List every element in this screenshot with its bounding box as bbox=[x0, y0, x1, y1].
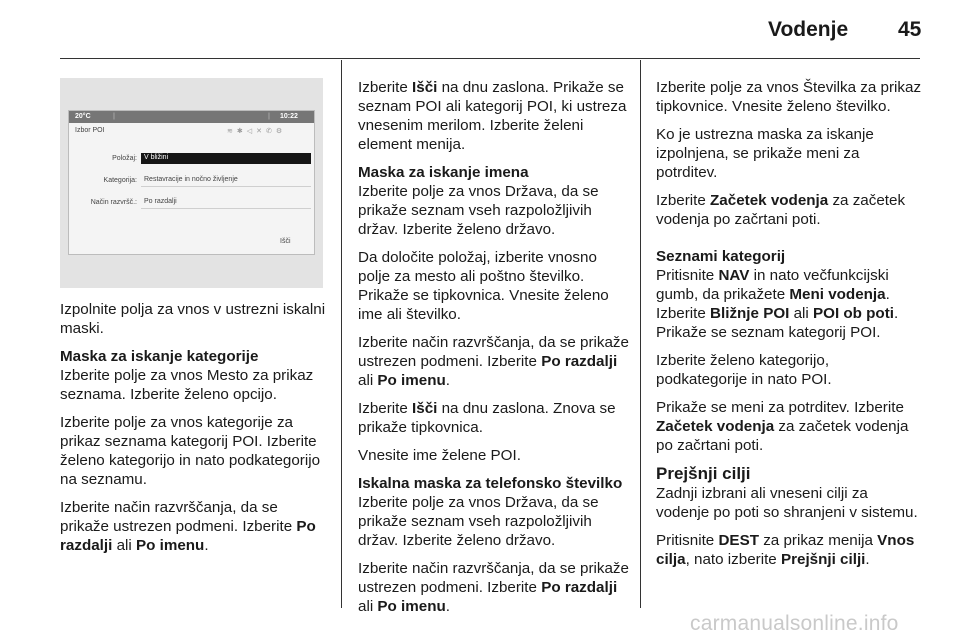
section-heading: Prejšnji cilji bbox=[656, 464, 751, 483]
shuffle-icon: ✕ bbox=[256, 128, 267, 135]
column-divider-2 bbox=[640, 60, 641, 608]
paragraph: Izberite želeno kategorijo, podkategorije in nato POI. bbox=[656, 352, 832, 388]
temperature: 20°C bbox=[75, 113, 91, 120]
paragraph: Da določite položaj, izberite vnosno polje za mesto ali poštno številko. Prikaže se tipkovnica. Vnesite želeno ime ali številko. bbox=[358, 249, 609, 323]
phone-icon: ✆ bbox=[266, 128, 276, 135]
section-block: Seznami kategorij Pritisnite NAV in nato večfunkcijski gumb, da prikažete Meni vodenja. Izberite Bližnje POI ali POI ob poti. Prikaže se seznam kategorij POI. bbox=[656, 247, 924, 342]
paragraph: Izberite polje za vnos Mesto za prikaz seznama. Izberite želeno opcijo. bbox=[60, 367, 314, 403]
paragraph: Izberite način razvrščanja, da se prikaže ustrezen podmeni. Izberite Po razdalji ali Po imenu. bbox=[60, 499, 316, 554]
subheading: Maska za iskanje kategorije bbox=[60, 348, 259, 365]
subheading: Iskalna maska za telefonsko številko bbox=[358, 475, 623, 492]
paragraph: Pritisnite DEST za prikaz menija Vnos cilja, nato izberite Prejšnji cilji. bbox=[656, 532, 915, 568]
paragraph: Izberite polje za vnos Številka za prikaz tipkovnice. Vnesite želeno številko. bbox=[656, 79, 922, 115]
search-button[interactable]: Išči bbox=[280, 238, 291, 245]
category-value: Restavracije in nočno življenje bbox=[144, 176, 238, 183]
page-header-title: Vodenje bbox=[768, 18, 849, 41]
paragraph: Izberite način razvrščanja, da se prikaže ustrezen podmeni. Izberite Po razdalji ali Po imenu. bbox=[358, 334, 629, 389]
location-value: V bližini bbox=[144, 154, 169, 161]
column-1 bbox=[60, 300, 330, 564]
paragraph: Izpolnite polja za vnos v ustrezni iskalni maski. bbox=[60, 301, 326, 337]
status-separator: | bbox=[113, 113, 115, 120]
paragraph: Vnesite ime želene POI. bbox=[358, 447, 521, 464]
field-label-location: Položaj: bbox=[112, 155, 137, 162]
paragraph: Izberite način razvrščanja, da se prikaže ustrezen podmeni. Izberite Po razdalji ali Po imenu. bbox=[358, 560, 629, 615]
screen-illustration bbox=[60, 78, 323, 288]
field-label-category: Kategorija: bbox=[103, 177, 137, 184]
paragraph: Izberite Začetek vodenja za začetek vodenja po začrtani poti. bbox=[656, 192, 906, 228]
watermark-logo: carmanualsonline.info bbox=[690, 612, 899, 635]
settings-icon: ⚙ bbox=[275, 128, 287, 135]
section-block bbox=[656, 464, 924, 522]
section-block bbox=[358, 474, 630, 550]
paragraph: Izberite polje za vnos kategorije za prikaz seznama kategorij POI. Izberite želeno kategorijo in nato podkategorijo na seznamu. bbox=[60, 414, 321, 488]
wifi-icon: ≋ bbox=[227, 128, 237, 135]
paragraph: Izberite polje za vnos Država, da se prikaže seznam vseh razpoložljivih držav. Izberite želeno državo. bbox=[358, 494, 599, 549]
subheading: Seznami kategorij bbox=[656, 248, 786, 265]
section-block bbox=[358, 163, 630, 239]
column-3 bbox=[656, 78, 924, 578]
status-icons bbox=[227, 127, 286, 135]
paragraph: Izberite polje za vnos Država, da se prikaže seznam vseh razpoložljivih držav. Izberite želeno državo. bbox=[358, 183, 599, 238]
category-field[interactable] bbox=[141, 175, 311, 187]
section-block bbox=[60, 347, 330, 404]
location-field[interactable] bbox=[141, 153, 311, 164]
header-divider bbox=[60, 58, 920, 59]
mute-icon: ◁ bbox=[246, 128, 257, 135]
screen-status-bar bbox=[69, 111, 314, 123]
paragraph: Izberite Išči na dnu zaslona. Prikaže se seznam POI ali kategorij POI, ki ustreza vnesenim merilom. Izberite želeni element menija. bbox=[358, 79, 627, 153]
paragraph: Izberite Išči na dnu zaslona. Znova se prikaže tipkovnica. bbox=[358, 400, 616, 436]
screen-title: Izbor POI bbox=[75, 127, 105, 134]
field-label-sort: Način razvršč.: bbox=[90, 199, 137, 206]
poi-screen bbox=[68, 110, 315, 255]
paragraph: Prikaže se meni za potrditev. Izberite Začetek vodenja za začetek vodenja po začrtani poti. bbox=[656, 399, 909, 454]
page-number: 45 bbox=[898, 18, 922, 41]
clock: 10:22 bbox=[280, 113, 298, 120]
subheading: Maska za iskanje imena bbox=[358, 164, 529, 181]
status-separator: | bbox=[268, 113, 270, 120]
sort-field[interactable] bbox=[141, 197, 311, 209]
paragraph: Zadnji izbrani ali vneseni cilji za vodenje po poti so shranjeni v sistemu. bbox=[656, 485, 918, 521]
column-2 bbox=[358, 78, 630, 625]
bluetooth-icon: ✱ bbox=[236, 128, 247, 135]
sort-value: Po razdalji bbox=[144, 198, 177, 205]
paragraph: Ko je ustrezna maska za iskanje izpolnjena, se prikaže meni za potrditev. bbox=[656, 126, 874, 181]
column-divider-1 bbox=[341, 60, 342, 608]
